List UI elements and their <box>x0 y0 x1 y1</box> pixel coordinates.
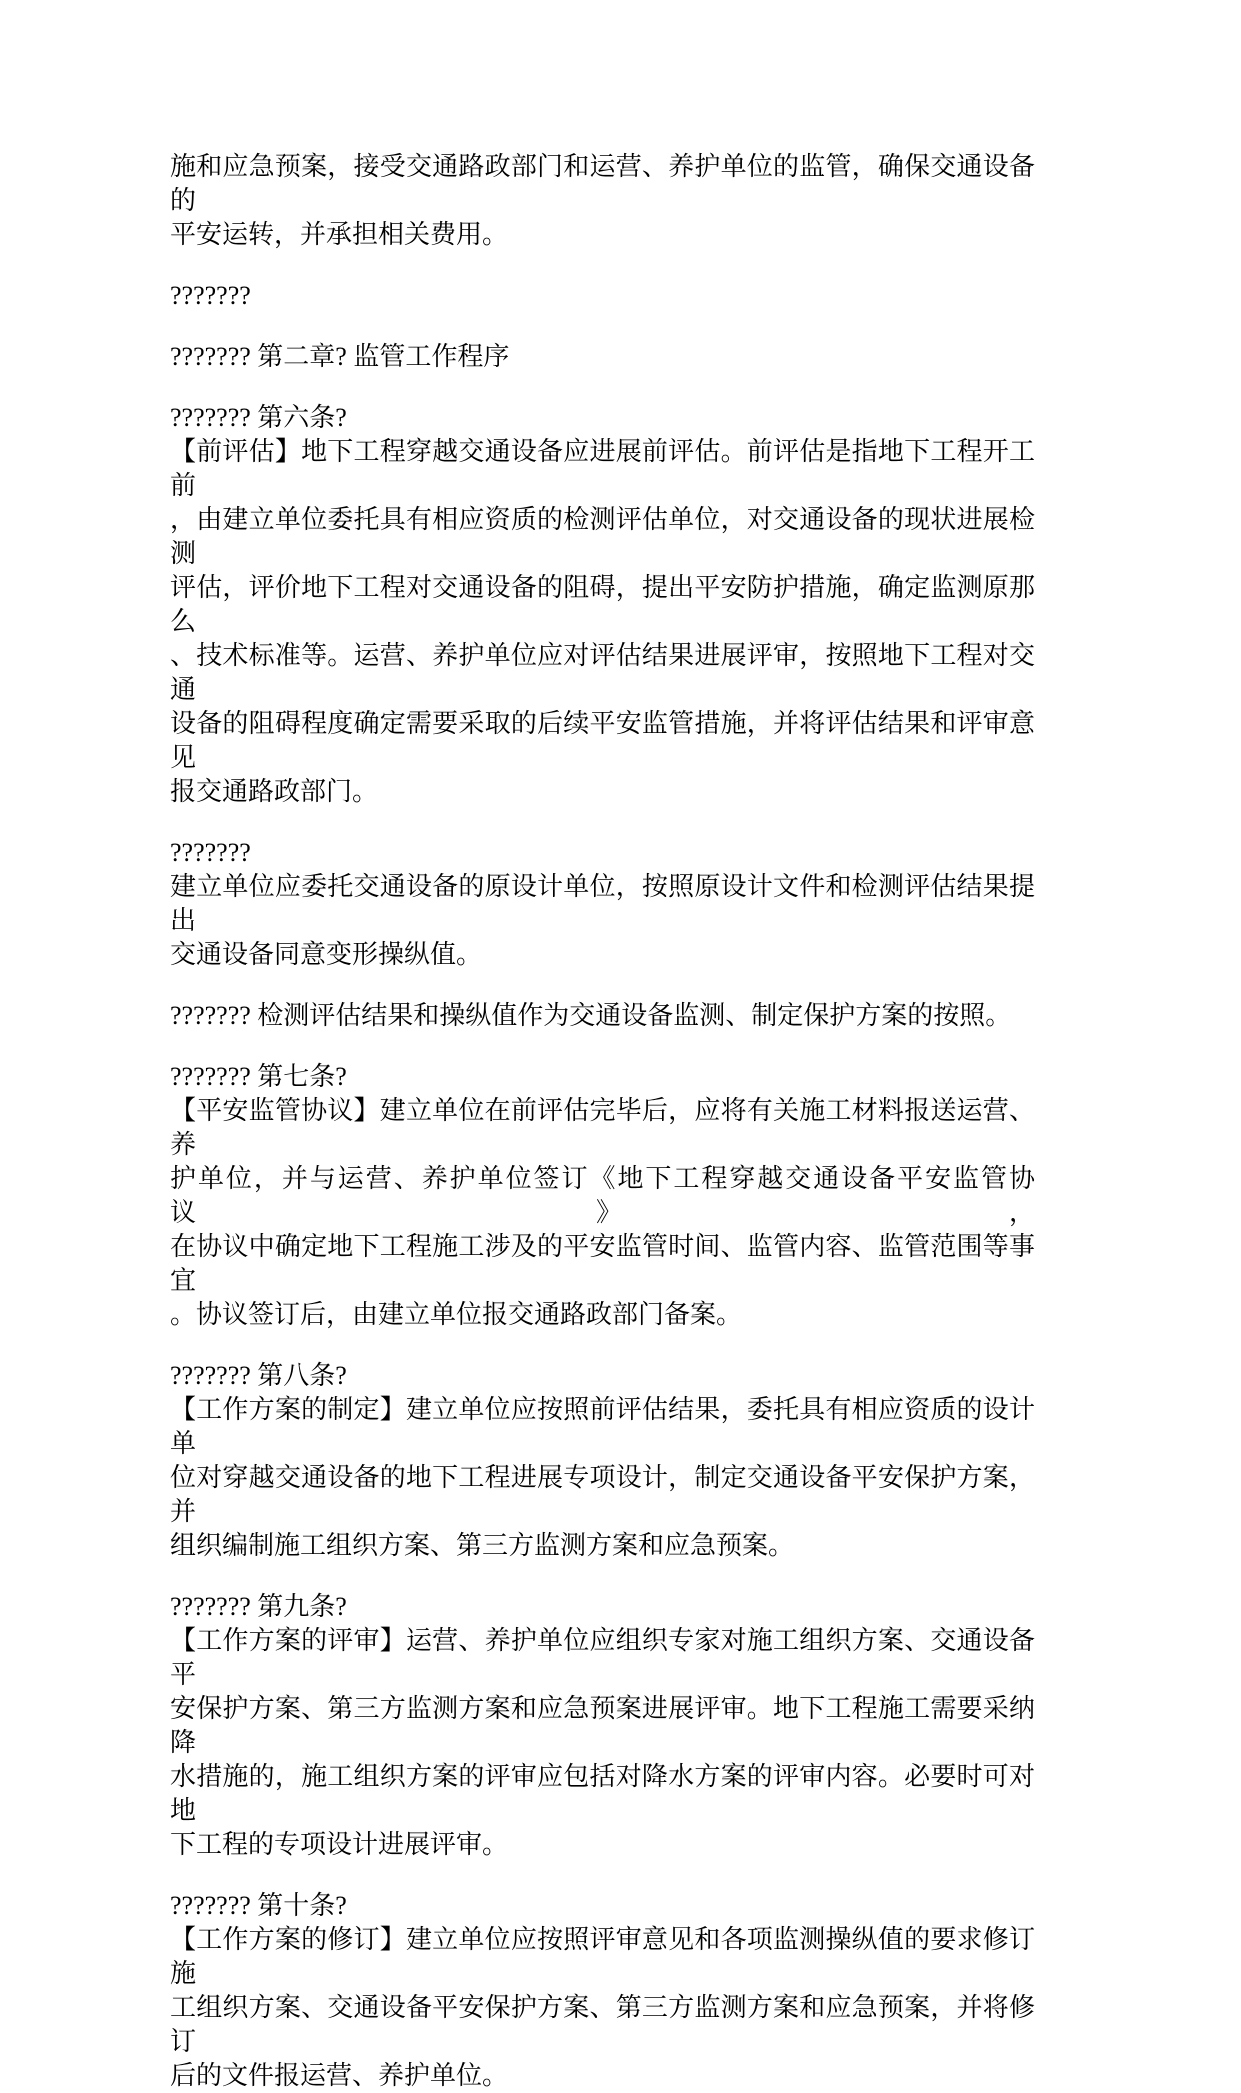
text-line: 【前评估】地下工程穿越交通设备应进展前评估。前评估是指地下工程开工前 <box>170 437 1035 500</box>
paragraph <box>170 999 1035 1033</box>
text-line: 【工作方案的修订】建立单位应按照评审意见和各项监测操纵值的要求修订施 <box>170 1925 1035 1988</box>
text-line: 位对穿越交通设备的地下工程进展专项设计，制定交通设备平安保护方案，并 <box>170 1463 1035 1526</box>
text-line: 水措施的，施工组织方案的评审应包括对降水方案的评审内容。必要时可对地 <box>170 1762 1035 1825</box>
text-line: 建立单位应委托交通设备的原设计单位，按照原设计文件和检测评估结果提出 <box>170 872 1035 935</box>
text-line: 。协议签订后，由建立单位报交通路政部门备案。 <box>170 1300 743 1329</box>
text-line: 【平安监管协议】建立单位在前评估完毕后，应将有关施工材料报送运营、养 <box>170 1096 1035 1159</box>
text-line: 报交通路政部门。 <box>170 777 379 806</box>
text-line: 【工作方案的评审】运营、养护单位应组织专家对施工组织方案、交通设备平 <box>170 1626 1035 1689</box>
paragraph <box>170 1359 1035 1563</box>
paragraph <box>170 401 1035 809</box>
text-line: 组织编制施工组织方案、第三方监测方案和应急预案。 <box>170 1531 795 1560</box>
text-line: ，由建立单位委托具有相应资质的检测评估单位，对交通设备的现状进展检测 <box>170 505 1035 568</box>
text-line: ??????? 检测评估结果和操纵值作为交通设备监测、制定保护方案的按照。 <box>170 1001 1012 1030</box>
paragraph <box>170 279 1035 313</box>
text-line: 交通设备同意变形操纵值。 <box>170 940 483 969</box>
text-line: 【工作方案的制定】建立单位应按照前评估结果，委托具有相应资质的设计单 <box>170 1395 1035 1458</box>
paragraph <box>170 1590 1035 1862</box>
text-line: 后的文件报运营、养护单位。 <box>170 2061 509 2090</box>
text-line: 施和应急预案，接受交通路政部门和运营、养护单位的监管，确保交通设备的 <box>170 152 1035 215</box>
paragraph <box>170 340 1035 374</box>
text-line: 在协议中确定地下工程施工涉及的平安监管时间、监管内容、监管范围等事宜 <box>170 1232 1035 1295</box>
paragraph <box>170 150 1035 252</box>
text-line: ??????? <box>170 281 251 310</box>
text-line: ??????? 第二章? 监管工作程序 <box>170 342 510 371</box>
paragraph <box>170 1889 1035 2093</box>
text-line: 评估，评价地下工程对交通设备的阻碍，提出平安防护措施，确定监测原那么 <box>170 573 1035 636</box>
text-line: ??????? 第七条? <box>170 1062 347 1091</box>
text-line: 平安运转，并承担相关费用。 <box>170 220 509 249</box>
text-line: ??????? 第九条? <box>170 1592 347 1621</box>
text-line: 下工程的专项设计进展评审。 <box>170 1830 509 1859</box>
text-line: 工组织方案、交通设备平安保护方案、第三方监测方案和应急预案，并将修订 <box>170 1993 1035 2056</box>
text-line: ??????? 第六条? <box>170 403 347 432</box>
text-line: ??????? 第八条? <box>170 1361 347 1390</box>
text-line: ??????? 第十条? <box>170 1891 347 1920</box>
paragraph <box>170 1060 1035 1332</box>
text-line: 设备的阻碍程度确定需要采取的后续平安监管措施，并将评估结果和评审意见 <box>170 709 1035 772</box>
text-line: 安保护方案、第三方监测方案和应急预案进展评审。地下工程施工需要采纳降 <box>170 1694 1035 1757</box>
text-line: 护单位，并与运营、养护单位签订《地下工程穿越交通设备平安监管协议》， <box>170 1164 1035 1227</box>
text-line: 、技术标准等。运营、养护单位应对评估结果进展评审，按照地下工程对交通 <box>170 641 1035 704</box>
paragraph <box>170 836 1035 972</box>
text-line: ??????? <box>170 838 251 867</box>
